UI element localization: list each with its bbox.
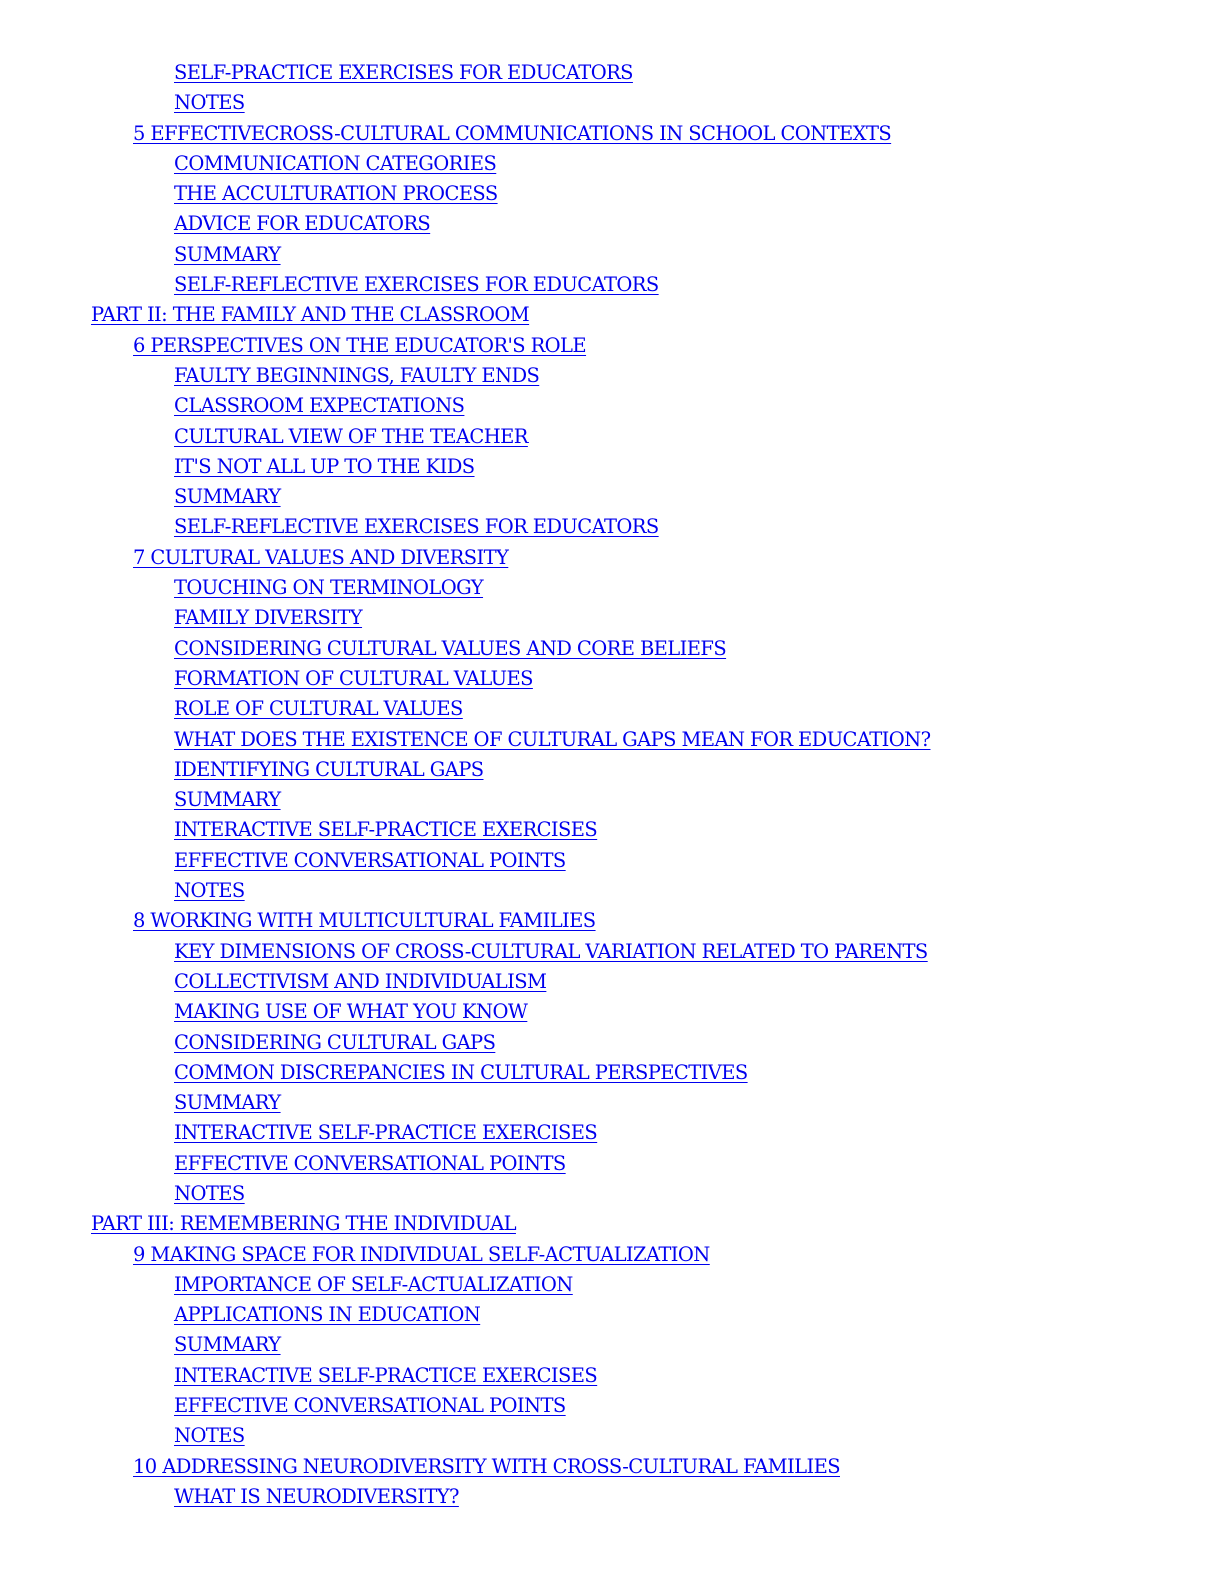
toc-section-link[interactable]: INTERACTIVE SELF-PRACTICE EXERCISES: [174, 818, 598, 842]
toc-row: [0, 422, 1224, 452]
table-of-contents: [0, 58, 1224, 1512]
toc-section-link[interactable]: INTERACTIVE SELF-PRACTICE EXERCISES: [174, 1363, 598, 1387]
toc-row: [0, 997, 1224, 1027]
toc-section-link[interactable]: EFFECTIVE CONVERSATIONAL POINTS: [174, 1151, 566, 1175]
toc-section-link[interactable]: WHAT IS NEURODIVERSITY?: [174, 1484, 459, 1508]
toc-section-link[interactable]: CULTURAL VIEW OF THE TEACHER: [174, 424, 528, 448]
toc-row: [0, 1088, 1224, 1118]
toc-row: [0, 88, 1224, 118]
toc-row: [0, 482, 1224, 512]
toc-chapter-link[interactable]: 7 CULTURAL VALUES AND DIVERSITY: [133, 545, 509, 569]
toc-section-link[interactable]: NOTES: [174, 91, 245, 115]
toc-row: [0, 815, 1224, 845]
toc-section-link[interactable]: WHAT DOES THE EXISTENCE OF CULTURAL GAPS MEAN FOR EDUCATION?: [174, 727, 931, 751]
toc-section-link[interactable]: NOTES: [174, 879, 245, 903]
toc-row: [0, 967, 1224, 997]
toc-section-link[interactable]: SELF-PRACTICE EXERCISES FOR EDUCATORS: [174, 61, 633, 84]
toc-row: [0, 512, 1224, 542]
toc-section-link[interactable]: SUMMARY: [174, 788, 281, 812]
toc-row: [0, 1179, 1224, 1209]
toc-row: [0, 937, 1224, 967]
toc-section-link[interactable]: INTERACTIVE SELF-PRACTICE EXERCISES: [174, 1121, 598, 1145]
toc-section-link[interactable]: THE ACCULTURATION PROCESS: [174, 182, 498, 206]
toc-section-link[interactable]: COLLECTIVISM AND INDIVIDUALISM: [174, 969, 547, 993]
toc-section-link[interactable]: COMMON DISCREPANCIES IN CULTURAL PERSPECTIVES: [174, 1060, 748, 1084]
toc-row: [0, 543, 1224, 573]
toc-section-link[interactable]: EFFECTIVE CONVERSATIONAL POINTS: [174, 848, 566, 872]
toc-row: [0, 1209, 1224, 1239]
toc-section-link[interactable]: IMPORTANCE OF SELF-ACTUALIZATION: [174, 1272, 573, 1296]
toc-chapter-link[interactable]: 8 WORKING WITH MULTICULTURAL FAMILIES: [133, 909, 596, 933]
toc-row: [0, 1361, 1224, 1391]
toc-part-link[interactable]: PART III: REMEMBERING THE INDIVIDUAL: [91, 1212, 516, 1236]
toc-row: [0, 331, 1224, 361]
toc-section-link[interactable]: SUMMARY: [174, 1333, 281, 1357]
toc-section-link[interactable]: KEY DIMENSIONS OF CROSS-CULTURAL VARIATION RELATED TO PARENTS: [174, 939, 928, 963]
toc-row: [0, 1482, 1224, 1512]
toc-row: [0, 1421, 1224, 1451]
toc-row: [0, 149, 1224, 179]
toc-section-link[interactable]: FAMILY DIVERSITY: [174, 606, 363, 630]
toc-row: [0, 725, 1224, 755]
toc-row: [0, 1391, 1224, 1421]
toc-row: [0, 1330, 1224, 1360]
toc-section-link[interactable]: CONSIDERING CULTURAL VALUES AND CORE BELIEFS: [174, 636, 727, 660]
toc-row: [0, 240, 1224, 270]
toc-section-link[interactable]: MAKING USE OF WHAT YOU KNOW: [174, 1000, 528, 1024]
toc-section-link[interactable]: FORMATION OF CULTURAL VALUES: [174, 666, 533, 690]
toc-part-link[interactable]: PART II: THE FAMILY AND THE CLASSROOM: [91, 303, 530, 327]
toc-section-link[interactable]: SUMMARY: [174, 242, 281, 266]
toc-chapter-link[interactable]: 5 EFFECTIVECROSS-CULTURAL COMMUNICATIONS IN SCHOOL CONTEXTS: [133, 121, 892, 145]
toc-row: [0, 391, 1224, 421]
toc-chapter-link[interactable]: 9 MAKING SPACE FOR INDIVIDUAL SELF-ACTUALIZATION: [133, 1242, 710, 1266]
toc-section-link[interactable]: EFFECTIVE CONVERSATIONAL POINTS: [174, 1394, 566, 1418]
toc-row: [0, 785, 1224, 815]
toc-row: [0, 876, 1224, 906]
toc-row: [0, 755, 1224, 785]
toc-section-link[interactable]: TOUCHING ON TERMINOLOGY: [174, 576, 484, 600]
toc-row: [0, 1452, 1224, 1482]
toc-row: [0, 58, 1224, 88]
toc-row: [0, 573, 1224, 603]
toc-row: [0, 1270, 1224, 1300]
toc-row: [0, 179, 1224, 209]
toc-row: [0, 846, 1224, 876]
toc-row: [0, 694, 1224, 724]
toc-section-link[interactable]: CONSIDERING CULTURAL GAPS: [174, 1030, 496, 1054]
toc-row: [0, 300, 1224, 330]
toc-section-link[interactable]: SUMMARY: [174, 1091, 281, 1115]
toc-section-link[interactable]: CLASSROOM EXPECTATIONS: [174, 394, 465, 418]
toc-row: [0, 209, 1224, 239]
toc-section-link[interactable]: ROLE OF CULTURAL VALUES: [174, 697, 463, 721]
toc-section-link[interactable]: APPLICATIONS IN EDUCATION: [174, 1303, 481, 1327]
toc-section-link[interactable]: FAULTY BEGINNINGS, FAULTY ENDS: [174, 363, 540, 387]
toc-row: [0, 1028, 1224, 1058]
toc-row: [0, 1058, 1224, 1088]
toc-row: [0, 1240, 1224, 1270]
toc-row: [0, 1149, 1224, 1179]
toc-row: [0, 664, 1224, 694]
toc-section-link[interactable]: ADVICE FOR EDUCATORS: [174, 212, 431, 236]
toc-row: [0, 270, 1224, 300]
toc-section-link[interactable]: SUMMARY: [174, 485, 281, 509]
toc-section-link[interactable]: NOTES: [174, 1424, 245, 1448]
toc-row: [0, 603, 1224, 633]
toc-row: [0, 119, 1224, 149]
toc-chapter-link[interactable]: 6 PERSPECTIVES ON THE EDUCATOR'S ROLE: [133, 333, 587, 357]
toc-row: [0, 1118, 1224, 1148]
toc-row: [0, 906, 1224, 936]
toc-section-link[interactable]: IT'S NOT ALL UP TO THE KIDS: [174, 454, 475, 478]
toc-section-link[interactable]: IDENTIFYING CULTURAL GAPS: [174, 757, 484, 781]
toc-section-link[interactable]: COMMUNICATION CATEGORIES: [174, 151, 497, 175]
toc-row: [0, 452, 1224, 482]
toc-section-link[interactable]: SELF-REFLECTIVE EXERCISES FOR EDUCATORS: [174, 515, 659, 539]
toc-row: [0, 361, 1224, 391]
toc-row: [0, 1300, 1224, 1330]
toc-section-link[interactable]: NOTES: [174, 1181, 245, 1205]
toc-row: [0, 634, 1224, 664]
toc-section-link[interactable]: SELF-REFLECTIVE EXERCISES FOR EDUCATORS: [174, 273, 659, 297]
toc-chapter-link[interactable]: 10 ADDRESSING NEURODIVERSITY WITH CROSS-CULTURAL FAMILIES: [133, 1454, 840, 1478]
